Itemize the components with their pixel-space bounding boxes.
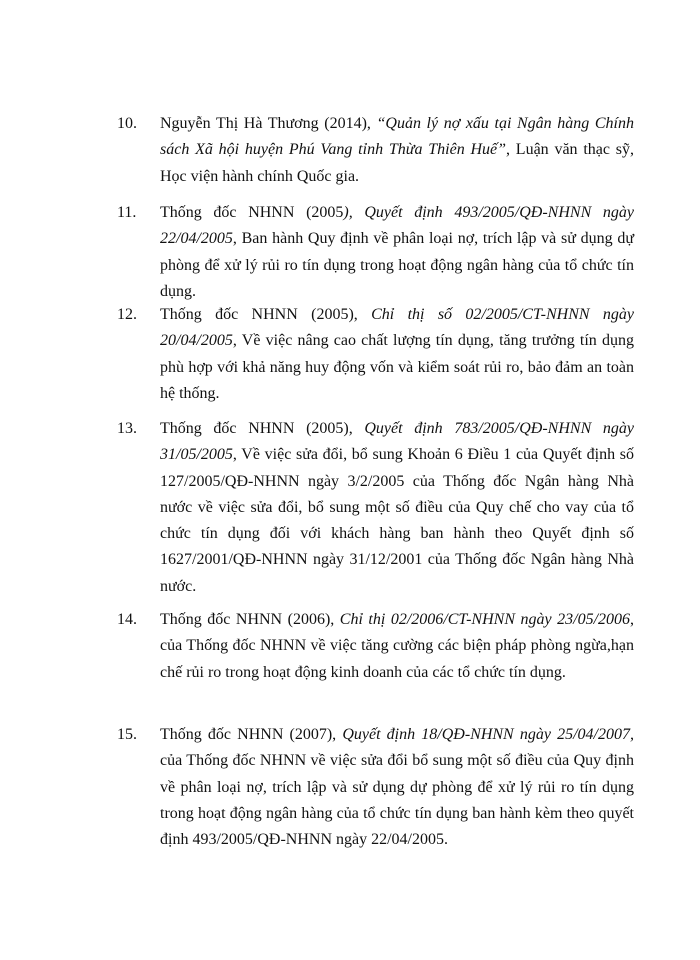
reference-author: Nguyễn Thị Hà Thương (2014), (160, 115, 377, 132)
reference-number: 14. (117, 611, 137, 628)
reference-detail: , Về việc sửa đổi, bổ sung Khoản 6 Điều 1 của Quyết định số 127/2005/QĐ-NHNN ngày 3/2/2005 của Thống đốc Ngân hàng Nhà nước về việc sửa đổi, bổ sung một số điều của Quy chế cho vay của tổ chức tín dụng đối với khách hàng ban hành theo Quyết định số 1627/2001/QĐ-NHNN ngày 31/12/2001 của Thống đốc Ngân hàng Nhà nước. (160, 446, 634, 595)
reference-text (160, 302, 634, 407)
reference-number: 11. (117, 204, 137, 221)
reference-detail: , Luận văn thạc sỹ, Học viện hành chính Quốc gia. (160, 141, 634, 185)
reference-title: “Quản lý nợ xấu tại Ngân hàng Chính sách Xã hội huyện Phú Vang tỉnh Thừa Thiên Huế” (160, 115, 634, 159)
reference-text (160, 607, 634, 686)
reference-author: Thống đốc NHNN (2005), (160, 420, 365, 437)
reference-number: 12. (117, 306, 137, 323)
reference-title: Quyết định 783/2005/QĐ-NHNN ngày 31/05/2005 (160, 420, 634, 464)
reference-text (160, 200, 634, 305)
reference-text (160, 111, 634, 190)
reference-title: Chỉ thị số 02/2005/CT-NHNN ngày 20/04/2005 (160, 306, 634, 350)
reference-author: Thống đốc NHNN (2005 (160, 204, 344, 221)
reference-author: Thống đốc NHNN (2005), (160, 306, 372, 323)
reference-text (160, 416, 634, 600)
reference-title: ), Quyết định 493/2005/QĐ-NHNN ngày 22/04/2005 (160, 204, 634, 248)
reference-detail: của Thống đốc NHNN về việc sửa đổi bổ sung một số điều của Quy định về phân loại nợ, trích lập và sử dụng dự phòng để xử lý rủi ro tín dụng trong hoạt động ngân hàng của tổ chức tín dụng ban hành kèm theo quyết định 493/2005/QĐ-NHNN ngày 22/04/2005. (160, 752, 634, 849)
reference-title: Quyết định 18/QĐ-NHNN ngày 25/04/2007, (342, 726, 634, 743)
reference-title: Chỉ thị 02/2006/CT-NHNN ngày 23/05/2006 (339, 611, 631, 628)
reference-detail: , Về việc nâng cao chất lượng tín dụng, tăng trưởng tín dụng phù hợp với khả năng huy động vốn và kiểm soát rủi ro, bảo đảm an toàn hệ thống. (160, 332, 634, 402)
reference-text (160, 722, 634, 853)
reference-number: 15. (117, 726, 137, 743)
reference-detail: , Ban hành Quy định về phân loại nợ, trích lập và sử dụng dự phòng để xử lý rủi ro tín dụng trong hoạt động ngân hàng của tổ chức tín dụng. (160, 230, 634, 300)
reference-number: 13. (117, 420, 137, 437)
reference-author: Thống đốc NHNN (2006), (160, 611, 340, 628)
reference-author: Thống đốc NHNN (2007), (160, 726, 343, 743)
reference-number: 10. (117, 115, 137, 132)
reference-detail: , của Thống đốc NHNN về việc tăng cường các biện pháp phòng ngừa,hạn chế rủi ro trong hoạt động kinh doanh của các tổ chức tín dụng. (160, 611, 635, 681)
